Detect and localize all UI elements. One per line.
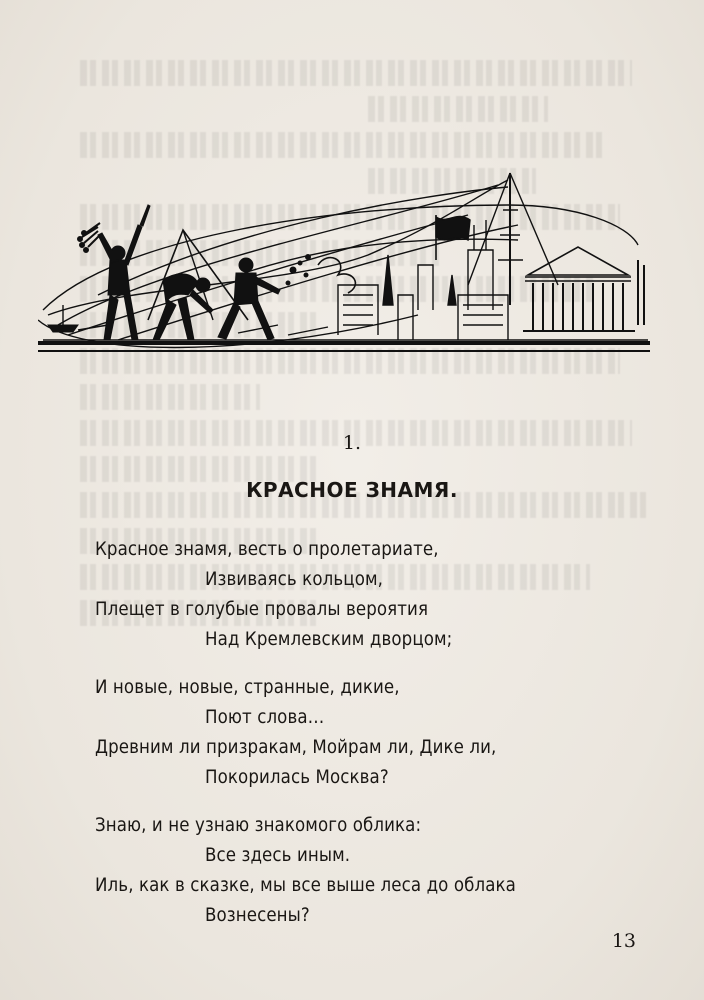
illustration-rule-thin [38,350,650,352]
poem-line: Поют слова… [205,707,325,728]
poem-line: Над Кремлевским дворцом; [205,629,453,650]
poem-title: КРАСНОЕ ЗНАМЯ. [246,478,458,502]
stanza-2 [95,673,675,793]
poem-line: Иль, как в сказке, мы все выше леса до облака [95,875,516,896]
poem-line: Вознесены? [205,905,310,926]
stanza-3 [95,811,675,931]
page-number: 13 [611,930,636,952]
poem-line: Извиваясь кольцом, [205,569,384,590]
illustration-rule-thick [38,341,650,345]
stanza-1 [95,535,675,655]
historical-progress-engraving-icon [38,165,650,360]
poem-line: Знаю, и не узнаю знакомого облика: [95,815,422,836]
poem-line: Красное знамя, весть о пролетариате, [95,539,439,560]
poem-line: Плещет в голубые провалы вероятия [95,599,429,620]
poem-line: Покорилась Москва? [205,767,389,788]
poem-line: И новые, новые, странные, дикие, [95,677,400,698]
poem-line: Все здесь иным. [205,845,351,866]
poem-line: Древним ли призракам, Мойрам ли, Дике ли, [95,737,497,758]
poem-body [95,535,675,949]
section-number: 1. [342,432,362,454]
